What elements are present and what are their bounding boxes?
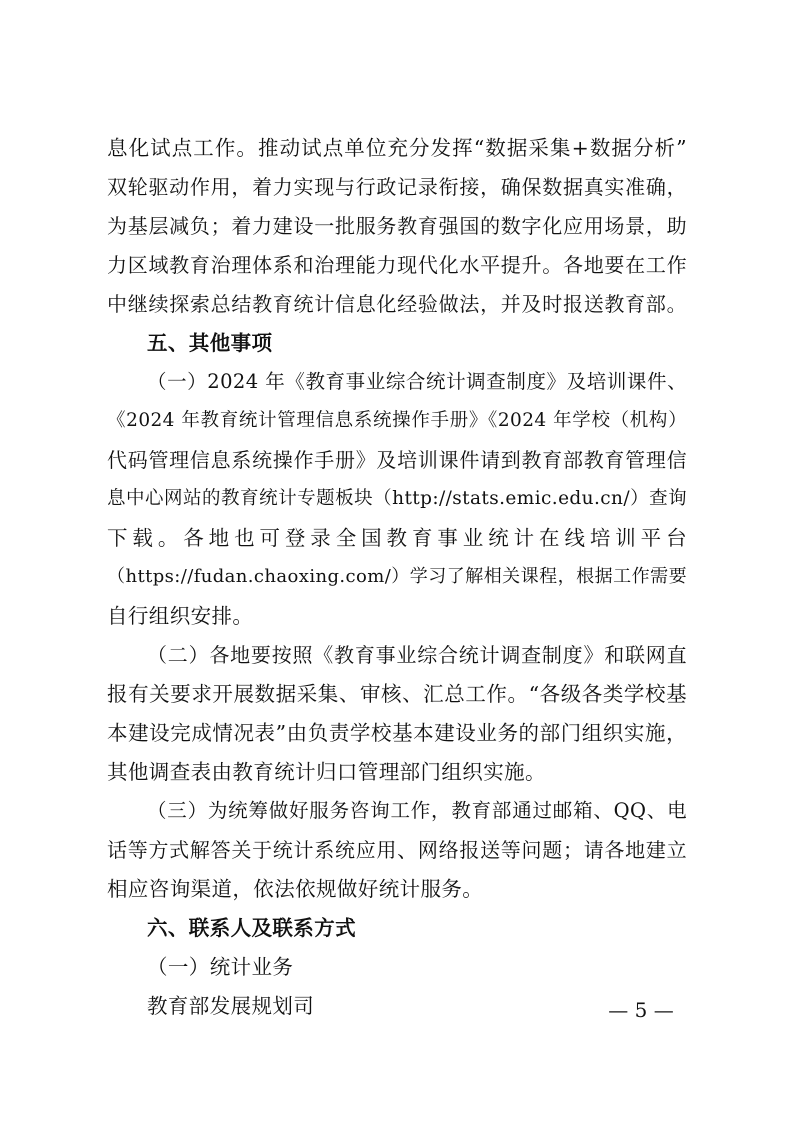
body-line: 报有关要求开展数据采集、审核、汇总工作。“各级各类学校基 bbox=[107, 682, 687, 706]
body-line: （三）为统筹做好服务咨询工作，教育部通过邮箱、QQ、电 bbox=[147, 799, 687, 822]
body-line: 话等方式解答关于统计系统应用、网络报送等问题；请各地建立 bbox=[107, 838, 687, 862]
body-line: 息中心网站的教育统计专题板块（http://stats.emic.edu.cn/）查询 bbox=[107, 488, 687, 509]
body-line: 自行组织安排。 bbox=[107, 604, 254, 628]
subsection-heading: （一）统计业务 bbox=[147, 955, 294, 979]
body-line: （一）2024 年《教育事业综合统计调查制度》及培训课件、 bbox=[147, 370, 687, 393]
body-line: 中继续探索总结教育统计信息化经验做法，并及时报送教育部。 bbox=[107, 292, 687, 316]
body-line: 代码管理信息系统操作手册》及培训课件请到教育部教育管理信 bbox=[107, 448, 687, 472]
body-line: 教育部发展规划司 bbox=[147, 994, 315, 1018]
body-line: （二）各地要按照《教育事业综合统计调查制度》和联网直 bbox=[147, 643, 687, 667]
section-heading: 六、联系人及联系方式 bbox=[147, 916, 356, 940]
body-line: 相应咨询渠道，依法依规做好统计服务。 bbox=[107, 877, 484, 901]
body-line: 力区域教育治理体系和治理能力现代化水平提升。各地要在工作 bbox=[107, 253, 687, 277]
body-line: 下载。各地也可登录全国教育事业统计在线培训平台 bbox=[107, 526, 687, 550]
body-line: （https://fudan.chaoxing.com/）学习了解相关课程，根据工作需要 bbox=[107, 566, 687, 587]
body-line: 《2024 年教育统计管理信息系统操作手册》《2024 年学校（机构） bbox=[107, 410, 687, 431]
section-heading: 五、其他事项 bbox=[147, 331, 273, 355]
body-line: 双轮驱动作用，着力实现与行政记录衔接，确保数据真实准确， bbox=[107, 175, 687, 199]
body-line: 其他调查表由教育统计归口管理部门组织实施。 bbox=[107, 760, 546, 784]
body-line: 本建设完成情况表”由负责学校基本建设业务的部门组织实施， bbox=[107, 721, 687, 745]
page-number: — 5 — bbox=[608, 998, 674, 1022]
body-line: 息化试点工作。推动试点单位充分发挥“数据采集+数据分析” bbox=[107, 136, 687, 160]
body-line: 为基层减负；着力建设一批服务教育强国的数字化应用场景，助 bbox=[107, 214, 687, 238]
